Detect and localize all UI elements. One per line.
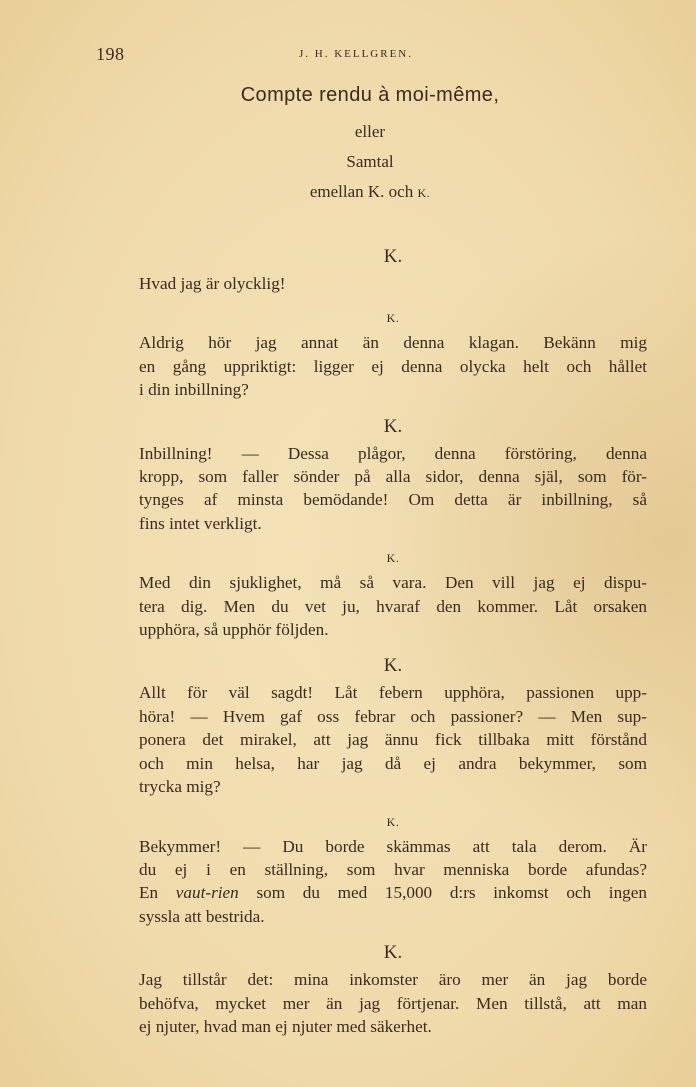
speech-line: du ej i en ställning, som hvar menniska borde afundas?: [139, 859, 647, 879]
speech-paragraph: [139, 442, 647, 536]
speaker-label: K.: [383, 415, 403, 437]
speech-line: [139, 881, 647, 904]
speech-line: Allt för väl sagdt! Låt febern upphöra, passionen upp-: [139, 683, 647, 703]
speech-paragraph: [139, 331, 647, 401]
running-title-author: J. H. KELLGREN.: [298, 48, 414, 60]
speech-paragraph: [139, 835, 647, 929]
speech-line: ponera det mirakel, att jag ännu fick tillbaka mitt förstånd: [139, 730, 647, 750]
speech-line: och min helsa, har jag då ej andra bekymmer, som: [139, 753, 647, 773]
title-block: [96, 84, 644, 208]
speech-line: upphöra, så upphör följden.: [139, 620, 329, 640]
speech-line: i din inbillning?: [139, 380, 249, 400]
speaker-label: K.: [383, 246, 403, 267]
speaker-label: K.: [383, 942, 403, 964]
speech-text: som du med 15,000 d:rs inkomst och ingen: [238, 883, 647, 903]
speech-line: tynges af minsta bemödande! Om detta är inbillning, så: [139, 490, 647, 510]
title-line-emellan-text: emellan K. och: [309, 182, 418, 201]
speech-paragraph: [139, 272, 647, 295]
title-main: Compte rendu à moi-même,: [240, 84, 500, 106]
speech-line: en gång uppriktigt: ligger ej denna olycka helt och hållet: [139, 356, 647, 376]
running-head: [96, 44, 616, 68]
speech-paragraph: [139, 968, 647, 1038]
speech-line: ej njuter, hvad man ej njuter med säkerhet.: [139, 1016, 432, 1036]
title-line-eller: eller: [354, 122, 386, 141]
speaker-label: K.: [386, 551, 400, 566]
speech-line: syssla att bestrida.: [139, 906, 265, 926]
speech-line: Med din sjuklighet, må så vara. Den vill jag ej dispu-: [139, 573, 647, 593]
title-line-samtal: Samtal: [346, 152, 394, 171]
speech-line: Aldrig hör jag annat än denna klagan. Bekänn mig: [139, 333, 647, 353]
speech-line: Inbillning! — Dessa plågor, denna förstöring, denna: [139, 443, 647, 463]
speech-paragraph: [139, 681, 647, 798]
title-line-emellan: [96, 177, 644, 208]
speech-line: behöfva, mycket mer än jag förtjenar. Men tillstå, att man: [139, 993, 647, 1013]
dialogue-body: [139, 242, 647, 1048]
speech-line: Bekymmer! — Du borde skämmas att tala derom. Är: [139, 836, 647, 856]
speaker-label: K.: [386, 814, 400, 829]
speech-italic-term: vaut-rien: [175, 883, 239, 903]
speaker-label: K.: [386, 311, 400, 326]
speech-line: tera dig. Men du vet ju, hvaraf den kommer. Låt orsaken: [139, 596, 647, 616]
speech-line: Jag tillstår det: mina inkomster äro mer än jag borde: [139, 970, 647, 990]
speech-line: fins intet verkligt.: [139, 513, 262, 533]
speech-line: Hvad jag är olycklig!: [139, 274, 286, 293]
title-line-emellan-smallcaps: K.: [417, 186, 431, 200]
speech-paragraph: [139, 571, 647, 641]
speaker-label: K.: [383, 655, 403, 677]
page-number: 198: [96, 44, 125, 64]
speech-text: En: [139, 883, 176, 903]
speech-line: trycka mig?: [139, 777, 221, 797]
speech-line: höra! — Hvem gaf oss febrar och passioner? — Men sup-: [139, 706, 647, 726]
speech-line: kropp, som faller sönder på alla sidor, denna själ, som för-: [139, 467, 647, 487]
